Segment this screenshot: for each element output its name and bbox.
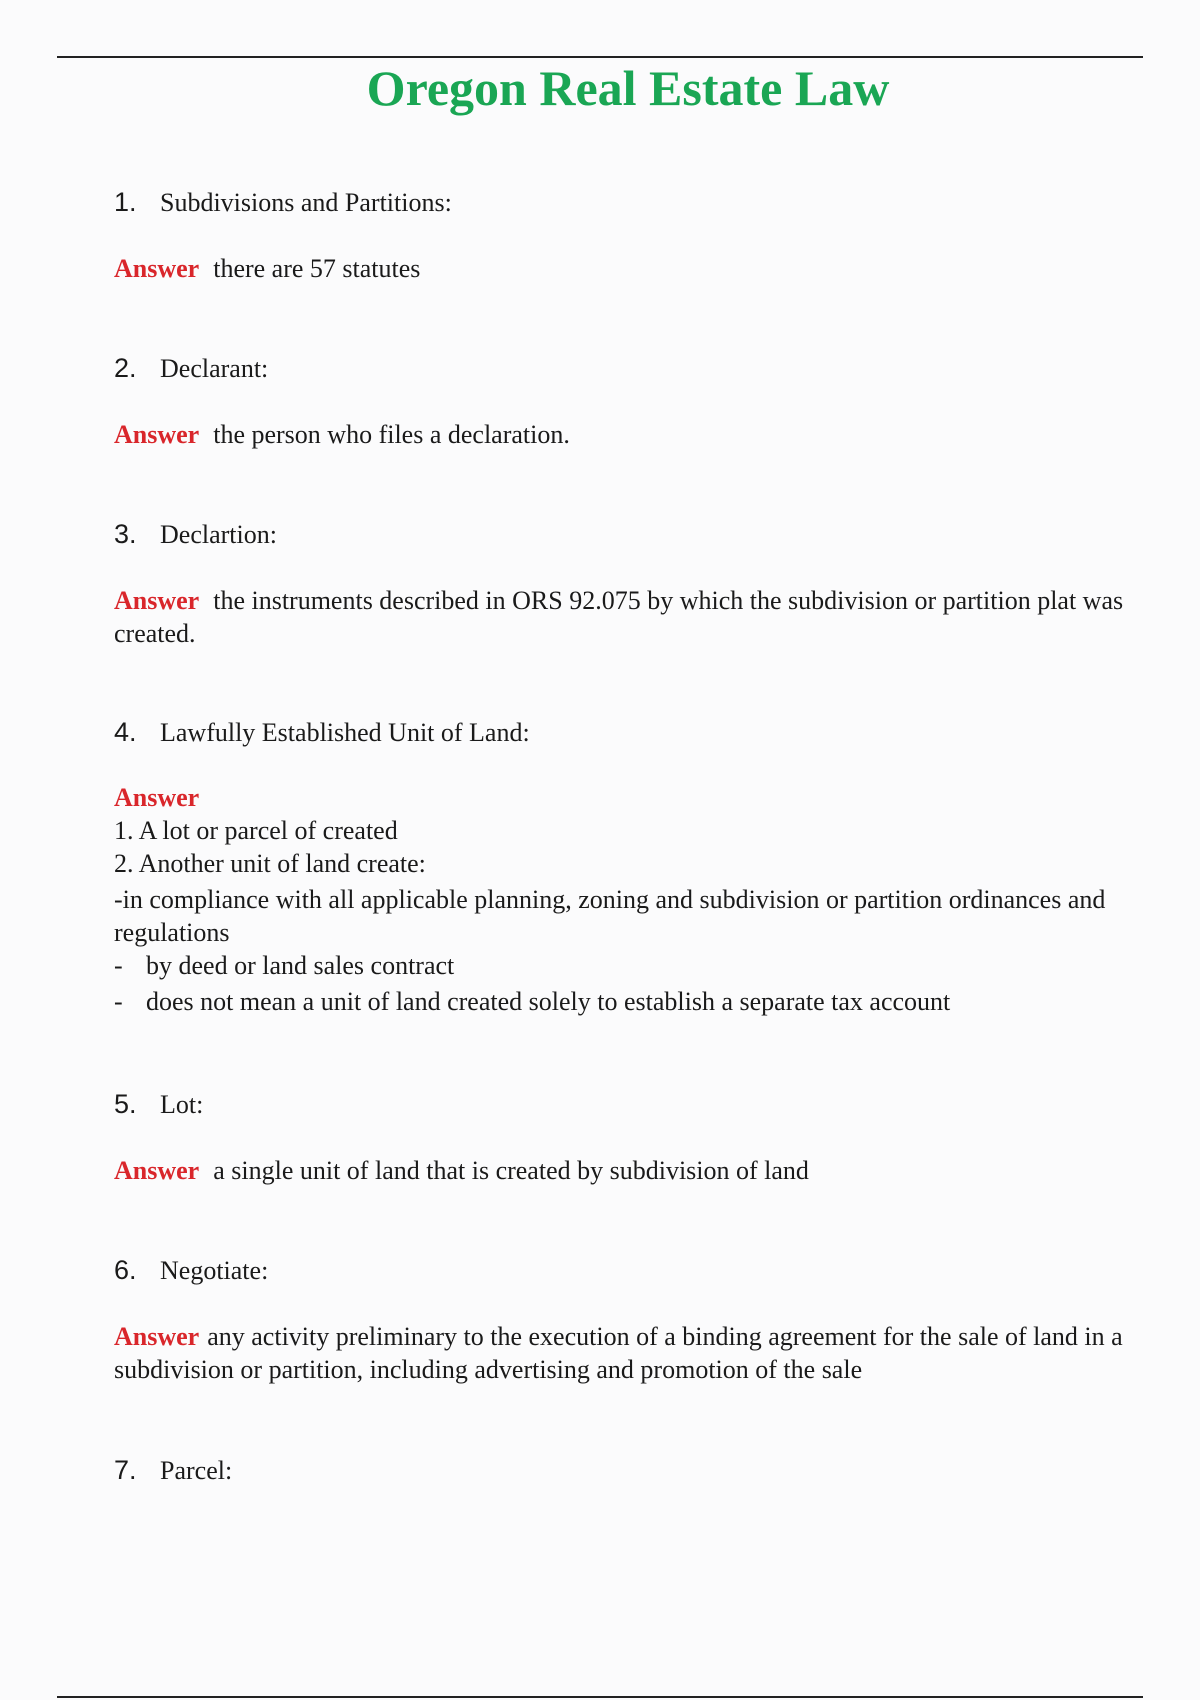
question-number: 4. [114,717,137,747]
bullet-text: by deed or land sales contract [146,951,455,980]
bottom-rule [57,1696,1143,1698]
answer-text: the person who files a declaration. [213,420,570,449]
question-term: Subdivisions and Partitions: [160,188,452,217]
answer-label: Answer [114,420,200,449]
bullet-dash: - [114,951,123,980]
question-number: 3. [114,519,137,549]
question-term: Negotiate: [160,1256,269,1285]
answer-label: Answer [114,254,200,283]
bullet-dash: - [114,987,123,1016]
question-term: Declartion: [160,520,277,549]
question-2 [114,352,268,385]
question-term: Lawfully Established Unit of Land: [160,718,530,747]
answer-line: 1. A lot or parcel of created [114,816,398,845]
answer-line: -in compliance with all applicable planning, zoning and subdivision or partition ordinances and regulations [114,885,1106,947]
answer-label: Answer [114,1322,200,1351]
answer-1 [114,252,1144,285]
question-number: 5. [114,1089,137,1119]
question-3 [114,518,277,551]
question-number: 6. [114,1255,137,1285]
answer-6 [114,1320,1144,1386]
question-number: 7. [114,1455,137,1485]
answer-line: 2. Another unit of land create: [114,849,426,878]
answer-text: there are 57 statutes [213,254,421,283]
answer-text: any activity preliminary to the execution of a binding agreement for the sale of land in a subdivision or partition, including advertising and promotion of the sale [114,1322,1123,1384]
question-6 [114,1254,268,1287]
answer-text: a single unit of land that is created by subdivision of land [213,1156,809,1185]
answer-4 [114,781,1144,1018]
question-number: 1. [114,187,137,217]
question-term: Declarant: [160,354,269,383]
answer-label: Answer [114,586,200,615]
page-title: Oregon Real Estate Law [366,60,890,116]
question-term: Lot: [160,1090,204,1119]
answer-text: the instruments described in ORS 92.075 by which the subdivision or partition plat was created. [114,586,1124,648]
question-1 [114,186,452,219]
answer-bullet [114,985,1144,1018]
answer-3 [114,584,1144,650]
answer-label: Answer [114,1156,200,1185]
answer-label: Answer [114,783,200,812]
question-7 [114,1454,232,1487]
answer-5 [114,1154,1144,1187]
bullet-text: does not mean a unit of land created solely to establish a separate tax account [146,987,951,1016]
answer-2 [114,418,1144,451]
question-5 [114,1088,203,1121]
question-number: 2. [114,353,137,383]
question-4 [114,716,530,749]
answer-bullet [114,949,1144,982]
question-term: Parcel: [160,1456,233,1485]
